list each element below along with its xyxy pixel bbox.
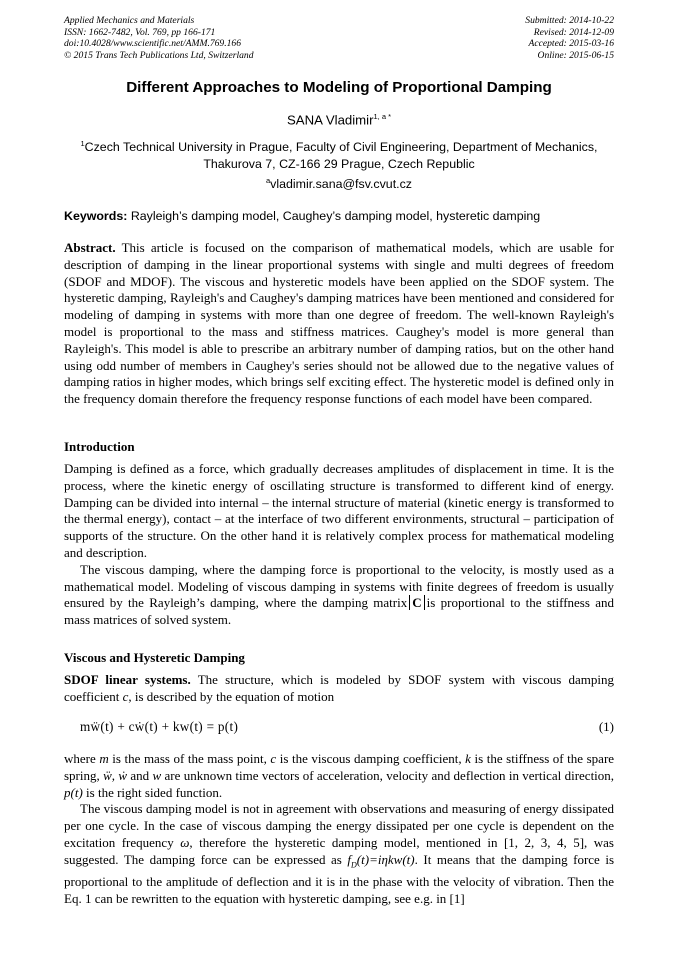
- equation-1: mẅ(t) + cẇ(t) + kw(t) = p(t): [80, 719, 239, 734]
- text-damping-coeff: is the viscous damping coefficient,: [279, 751, 462, 766]
- abstract: [64, 240, 614, 408]
- journal-issn: ISSN: 1662-7482, Vol. 769, pp 166-171: [64, 26, 216, 38]
- symbol-k: k: [465, 751, 471, 766]
- journal-doi: doi:10.4028/www.scientific.net/AMM.769.166: [64, 38, 242, 49]
- section-2-body: [64, 751, 614, 908]
- date-submitted: Submitted: 2014-10-22: [525, 15, 614, 26]
- author-name: SANA Vladimir: [287, 112, 374, 128]
- journal-name: Applied Mechanics and Materials: [64, 15, 195, 26]
- paper-title: Different Approaches to Modeling of Proportional Damping: [126, 79, 552, 96]
- intro-p2-text-b: is proportional to the stiffness and mass matrices of solved system.: [64, 595, 615, 628]
- section-2-p1-a: The structure, which is modeled by SDOF system with viscous damping coefficient: [64, 672, 614, 704]
- text-stiffness: is the stiffness of the spare spring,: [64, 751, 615, 783]
- journal-header-left: [64, 15, 254, 61]
- abstract-label: Abstract.: [64, 240, 116, 255]
- symbol-m: m: [99, 751, 109, 766]
- affiliation-line-2: Thakurova 7, CZ-166 29 Prague, Czech Republic: [203, 156, 475, 171]
- symbol-p: p(t): [64, 784, 83, 800]
- intro-paragraph-2: [64, 562, 614, 629]
- symbol-omega: ω: [180, 834, 190, 850]
- symbol-f-expr: (t)=iηkw(t): [356, 851, 415, 867]
- damping-matrix-symbol: C: [409, 595, 424, 610]
- abstract-text: This article is focused on the comparison of mathematical models, which are usable for description of damping in the linear proportional systems with single and multi degrees of freedom (SDOF and MDOF). The viscous and hysteretic models have been applied on the SDOF system. The hysteretic damping, Rayleigh's and Caughey's damping matrices have been mentioned and considered for modeling of damping in systems with more than one degree of freedom. The well-known Rayleigh's model is proportional to the mass and stiffness matrices. Caughey's model is more general than Rayleigh's. This model is able to prescribe an arbitrary number of damping ratios, but on the other hand using odd number of members in Caughey's series should not be allowed due to the negative values of damping ratios in higher modes, which brings self exciting effect. The hysteretic model is defined only in the frequency domain therefore the frequency response functions of each model have been compared.: [64, 240, 614, 407]
- keywords-label: Keywords:: [64, 209, 128, 223]
- symbol-f-sub: D: [351, 860, 357, 870]
- symbol-derivatives: ẅ, ẇ: [103, 767, 128, 783]
- introduction-heading: Introduction: [64, 439, 135, 454]
- section-2-intro: [64, 672, 614, 706]
- journal-header-right: [525, 15, 614, 61]
- symbol-c: c: [122, 688, 129, 704]
- affiliation: [0, 136, 678, 172]
- symbol-f: f: [347, 851, 352, 867]
- section-2-p1-b: , is described by the equation of motion: [128, 688, 335, 704]
- text-unknowns: are unknown time vectors of acceleration, velocity and deflection in vertical direction,: [164, 767, 615, 783]
- text-where: where: [64, 751, 96, 766]
- section-2-paragraph-2: [64, 751, 614, 801]
- email-sup: a: [266, 176, 271, 185]
- journal-copyright: © 2015 Trans Tech Publications Ltd, Switzerland: [64, 49, 254, 61]
- intro-paragraph-1: Damping is defined as a force, which gradually decreases amplitudes of displacement in time. It is the process, where the kinetic energy of oscillating structure is transformed to different kind of energy. Damping can be divided into internal – the internal structure of material (kinetic energy is transformed to the thermal energy), contact – at the interface of two different environments, structural – participation of supports of the structure. On the other hand it is relatively complex process for mathematical modeling and description.: [64, 461, 614, 560]
- keywords-text: Rayleigh’s damping model, Caughey’s damping model, hysteretic damping: [130, 209, 541, 223]
- email-line: [0, 176, 678, 191]
- text-mass: is the mass of the mass point,: [112, 751, 267, 766]
- section-2-heading: Viscous and Hysteretic Damping: [64, 650, 245, 665]
- symbol-c-2: c: [270, 751, 277, 766]
- intro-p2-text-a: The viscous damping, where the damping force is proportional to the velocity, is mostly used as a mathematical model. Modeling of viscous damping in systems with finite degrees of freedom is usually ensured by the Rayleigh’s damping, where the damping matrix: [64, 561, 614, 611]
- text-right-side: is the right sided function.: [86, 784, 223, 800]
- date-online: Online: 2015-06-15: [537, 49, 614, 61]
- affiliation-sup: 1: [80, 139, 85, 148]
- introduction-body: [64, 461, 614, 629]
- author-sup: 1, a *: [373, 112, 391, 121]
- date-accepted: Accepted: 2015-03-16: [528, 38, 614, 49]
- text-p3-b: , therefore the hysteretic damping model, mentioned in [1, 2, 3, 4, 5], was suggested. The damping force can be expressed as: [64, 834, 614, 867]
- keywords: [64, 209, 540, 223]
- author-line: [0, 112, 678, 127]
- text-p3-a: The viscous damping model is not in agreement with observations and measuring of energy dissipated per one cycle. In the case of viscous damping the energy dissipated per one cycle is dependent on the excitation frequency: [64, 801, 614, 850]
- text-and: and: [130, 767, 150, 783]
- equation-1-number: (1): [598, 719, 614, 734]
- affiliation-line-1: Czech Technical University in Prague, Faculty of Civil Engineering, Department of Mechanics,: [84, 140, 598, 155]
- email-address: vladimir.sana@fsv.cvut.cz: [270, 177, 412, 192]
- date-revised: Revised: 2014-12-09: [533, 26, 614, 38]
- symbol-force: [347, 851, 415, 870]
- text-p3-c: . It means that the damping force is proportional to the amplitude of deflection and it is in the phase with the velocity of vibration. Then the Eq. 1 can be rewritten to the equation with hysteretic damping, see e.g. in [1]: [64, 851, 615, 906]
- symbol-w: w: [152, 767, 162, 783]
- section-2-paragraph-3: [64, 801, 614, 907]
- section-2-lead: SDOF linear systems.: [64, 672, 191, 687]
